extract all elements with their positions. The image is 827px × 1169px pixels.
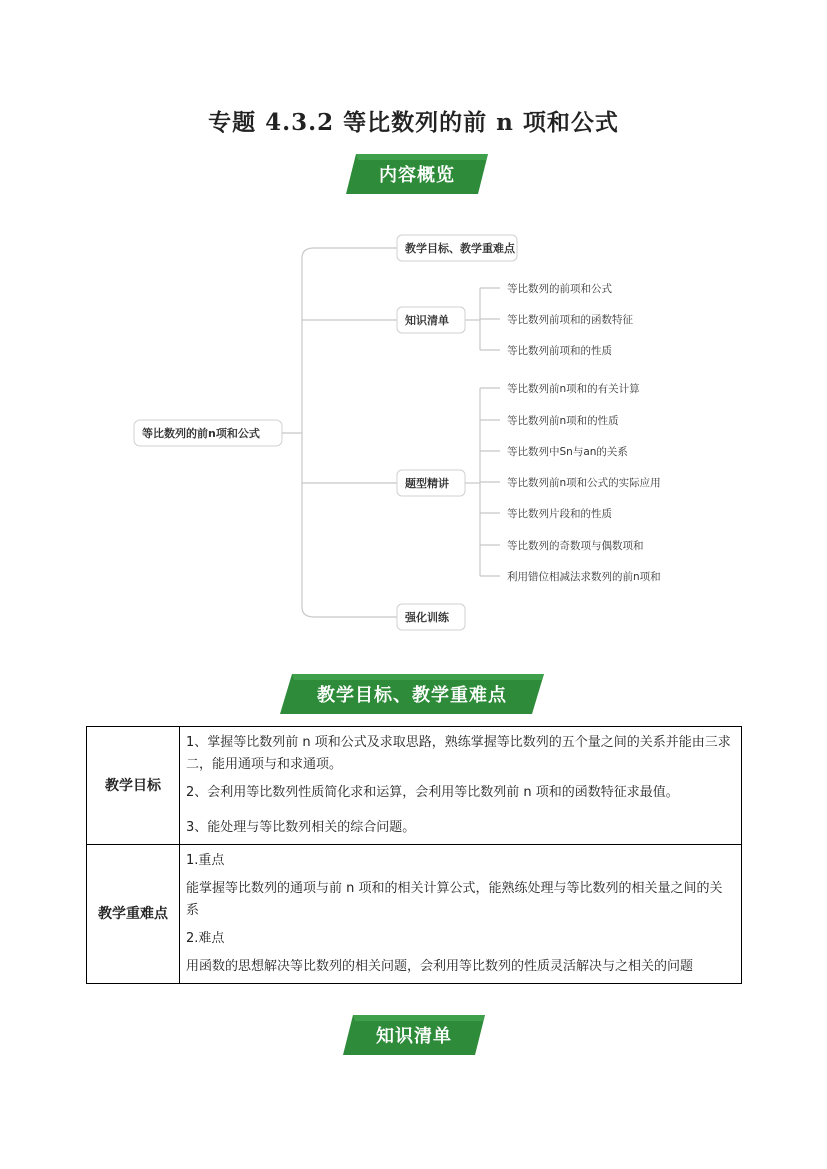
row-content bbox=[180, 845, 742, 984]
section-banner-knowledge bbox=[343, 1015, 485, 1055]
leaf-label: 等比数列的前项和公式 bbox=[507, 283, 612, 295]
section-banner-goals bbox=[280, 674, 544, 714]
row-header: 教学目标 bbox=[87, 727, 180, 845]
branch-label: 教学目标、教学重难点 bbox=[405, 242, 515, 255]
leaf-label: 等比数列片段和的性质 bbox=[507, 508, 612, 520]
leaf-label: 等比数列前n项和的性质 bbox=[507, 415, 619, 427]
goals-table bbox=[86, 726, 742, 984]
page-title: 专题 4.3.2 等比数列的前 n 项和公式 bbox=[208, 109, 619, 136]
branch-label: 题型精讲 bbox=[405, 477, 449, 490]
leaf-label: 等比数列的奇数项与偶数项和 bbox=[507, 540, 644, 552]
branch-label: 强化训练 bbox=[405, 611, 449, 624]
table-row bbox=[87, 845, 742, 984]
mindmap bbox=[0, 215, 827, 635]
leaf-label: 等比数列中Sn与an的关系 bbox=[507, 446, 628, 458]
mindmap-branch bbox=[397, 307, 465, 333]
section-banner-overview bbox=[346, 154, 488, 194]
branch-label: 知识清单 bbox=[405, 314, 449, 327]
mindmap-root bbox=[134, 420, 282, 446]
cell-line: 2.难点 bbox=[186, 931, 225, 946]
row-content bbox=[180, 727, 742, 845]
mindmap-branch bbox=[397, 235, 517, 261]
leaf-label: 利用错位相减法求数列的前n项和 bbox=[507, 571, 661, 583]
root-label: 等比数列的前n项和公式 bbox=[142, 427, 260, 440]
edge bbox=[302, 607, 397, 617]
table-row bbox=[87, 727, 742, 845]
banner-label: 知识清单 bbox=[376, 1026, 452, 1047]
leaf-label: 等比数列前n项和的有关计算 bbox=[507, 383, 640, 395]
cell-line: 用函数的思想解决等比数列的相关问题，会利用等比数列的性质灵活解决与之相关的问题 bbox=[186, 959, 694, 974]
mindmap-branch bbox=[397, 604, 465, 630]
leaf-label: 等比数列前项和的函数特征 bbox=[507, 314, 633, 326]
leaf-label: 等比数列前项和的性质 bbox=[507, 345, 612, 357]
cell-line: 1.重点 bbox=[186, 853, 225, 868]
mindmap-branch bbox=[397, 470, 465, 496]
banner-label: 教学目标、教学重难点 bbox=[317, 685, 507, 706]
row-header: 教学重难点 bbox=[87, 845, 180, 984]
cell-line: 能掌握等比数列的通项与前 n 项和的相关计算公式，能熟练处理与等比数列的相关量之间的关系 bbox=[186, 881, 723, 918]
banner-label: 内容概览 bbox=[379, 165, 455, 186]
cell-line: 2、会利用等比数列性质简化求和运算，会利用等比数列前 n 项和的函数特征求最值。 bbox=[186, 785, 679, 800]
cell-line: 1、掌握等比数列前 n 项和公式及求取思路，熟练掌握等比数列的五个量之间的关系并能由三求二，能用通项与和求通项。 bbox=[186, 735, 731, 772]
cell-line: 3、能处理与等比数列相关的综合问题。 bbox=[186, 820, 416, 835]
edge bbox=[302, 248, 397, 258]
leaf-label: 等比数列前n项和公式的实际应用 bbox=[507, 477, 661, 489]
